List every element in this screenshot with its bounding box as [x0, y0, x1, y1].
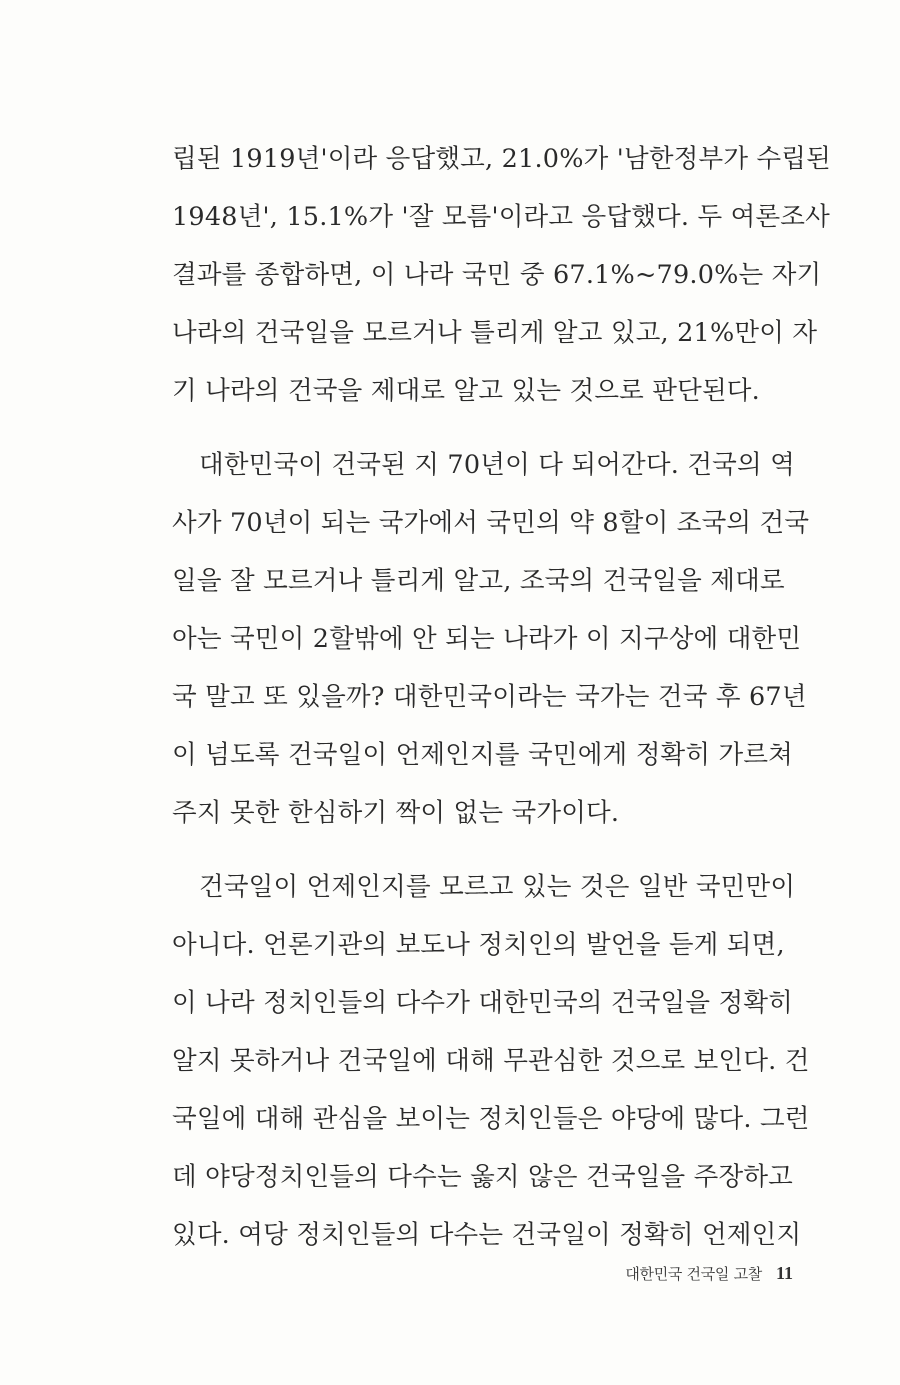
text-line: 데 야당정치인들의 다수는 옳지 않은 건국일을 주장하고: [172, 1162, 793, 1192]
text-line: 결과를 종합하면, 이 나라 국민 중 67.1%~79.0%는 자기: [172, 260, 822, 290]
text-line: 아니다. 언론기관의 보도나 정치인의 발언을 듣게 되면,: [172, 930, 785, 960]
page-footer: [625, 1263, 793, 1284]
body-text: [172, 130, 831, 1264]
text-line: 나라의 건국일을 모르거나 틀리게 알고 있고, 21%만이 자: [172, 318, 818, 348]
text-line: 국일에 대해 관심을 보이는 정치인들은 야당에 많다. 그런: [172, 1104, 810, 1134]
text-line: 사가 70년이 되는 국가에서 국민의 약 8할이 조국의 건국: [172, 508, 810, 538]
text-line: 1948년', 15.1%가 '잘 모름'이라고 응답했다. 두 여론조사: [172, 202, 830, 232]
page-number: 11: [775, 1263, 793, 1283]
text-line: 국 말고 또 있을까? 대한민국이라는 국가는 건국 후 67년: [172, 682, 807, 712]
text-line: 이 넘도록 건국일이 언제인지를 국민에게 정확히 가르쳐: [172, 740, 793, 770]
text-line: 건국일이 언제인지를 모르고 있는 것은 일반 국민만이: [199, 872, 796, 902]
text-line: 주지 못한 한심하기 짝이 없는 국가이다.: [172, 798, 620, 828]
text-line: 아는 국민이 2할밖에 안 되는 나라가 이 지구상에 대한민: [172, 624, 802, 654]
text-line: 이 나라 정치인들의 다수가 대한민국의 건국일을 정확히: [172, 988, 793, 1018]
running-title: 대한민국 건국일 고찰: [625, 1265, 762, 1283]
text-line: 대한민국이 건국된 지 70년이 다 되어간다. 건국의 역: [199, 450, 795, 480]
text-line: 일을 잘 모르거나 틀리게 알고, 조국의 건국일을 제대로: [172, 566, 785, 596]
text-line: 립된 1919년'이라 응답했고, 21.0%가 '남한정부가 수립된: [172, 144, 831, 174]
text-line: 있다. 여당 정치인들의 다수는 건국일이 정확히 언제인지: [172, 1220, 802, 1250]
text-line: 알지 못하거나 건국일에 대해 무관심한 것으로 보인다. 건: [172, 1046, 810, 1076]
text-line: 기 나라의 건국을 제대로 알고 있는 것으로 판단된다.: [172, 376, 760, 406]
